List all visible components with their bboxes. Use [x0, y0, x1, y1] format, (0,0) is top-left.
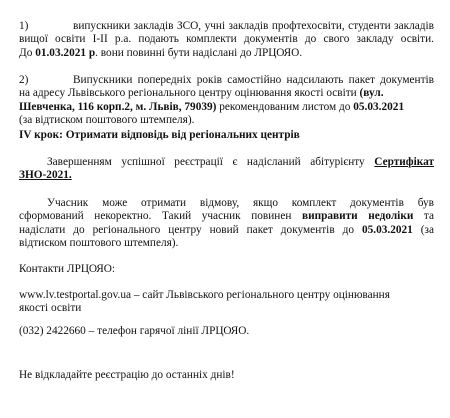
list-number: 1): [19, 20, 29, 32]
step-label: IV крок:: [19, 129, 63, 141]
list-item-1-line-1: 1) випускники закладів ЗСО, учні закладів профтехосвіти, студенти закладів: [19, 20, 434, 32]
certificate-link-continuation[interactable]: ЗНО-2021.: [19, 169, 72, 182]
certificate-paragraph: [19, 156, 434, 183]
certificate-paragraph-line-1: Завершенням успішної реєстрації є надісланий абітурієнту Сертифікат: [47, 156, 434, 168]
refusal-paragraph-line-2: сформований некоректно. Такий учасник повинен виправити недоліки та: [19, 210, 434, 223]
website-line-1: www.lv.testportal.gov.ua – сайт Львівського регіонального центру оцінювання: [19, 289, 390, 301]
refusal-paragraph-line-3: надіслати до регіонального центру новий пакет документів до 05.03.2021 (за: [19, 223, 434, 236]
contacts-heading: Контакти ЛРЦОЯО:: [19, 263, 116, 275]
list-item-2-line-2: на адресу Львівського регіонального центру оцінювання якості освіти (вул.: [19, 87, 384, 100]
closing-note: Не відкладайте реєстрацію до останніх днів!: [19, 369, 235, 381]
step-4-heading: [19, 129, 434, 142]
deadline-date: 05.03.2021: [361, 223, 413, 236]
list-item-1-line-2: вищої освіти І-ІІ р.а. подають комплекти документів до свого закладу освіти.: [19, 33, 434, 46]
list-number: 2): [19, 74, 29, 86]
list-item-2-line-4: (за відтиском поштового штемпеля).: [19, 114, 195, 127]
contacts-phone: (032) 2422660 – телефон гарячої лінії ЛРЦОЯО.: [19, 325, 250, 337]
list-item-2-line-1: 2) Випускники попередніх років самостійно надсилають пакет документів: [19, 74, 434, 86]
list-item-1: [19, 20, 434, 60]
deadline-date: 01.03.2021: [35, 46, 87, 59]
refusal-paragraph-line-4: відтиском поштового штемпеля).: [19, 237, 179, 250]
list-item-2: [19, 74, 434, 128]
website-line-2: якості освіти: [19, 302, 82, 315]
list-item-2-line-3: Шевченка, 116 корп.2, м. Львів, 79039) рекомендованим листом до 05.03.2021: [19, 100, 405, 113]
list-item-1-line-3: До 01.03.2021 р. вони повинні бути надіслані до ЛРЦОЯО.: [19, 46, 303, 59]
contacts-website: [19, 289, 434, 316]
deadline-date: 05.03.2021: [353, 100, 405, 113]
refusal-paragraph: [19, 197, 434, 251]
certificate-link[interactable]: Сертифікат: [374, 156, 434, 168]
refusal-paragraph-line-1: Учасник може отримати відмову, якщо комплект документів був: [47, 197, 434, 209]
step-title: Отримати відповідь від регіональних центрів: [65, 129, 300, 141]
postal-address: Шевченка, 116 корп.2, м. Львів, 79039): [19, 100, 217, 113]
